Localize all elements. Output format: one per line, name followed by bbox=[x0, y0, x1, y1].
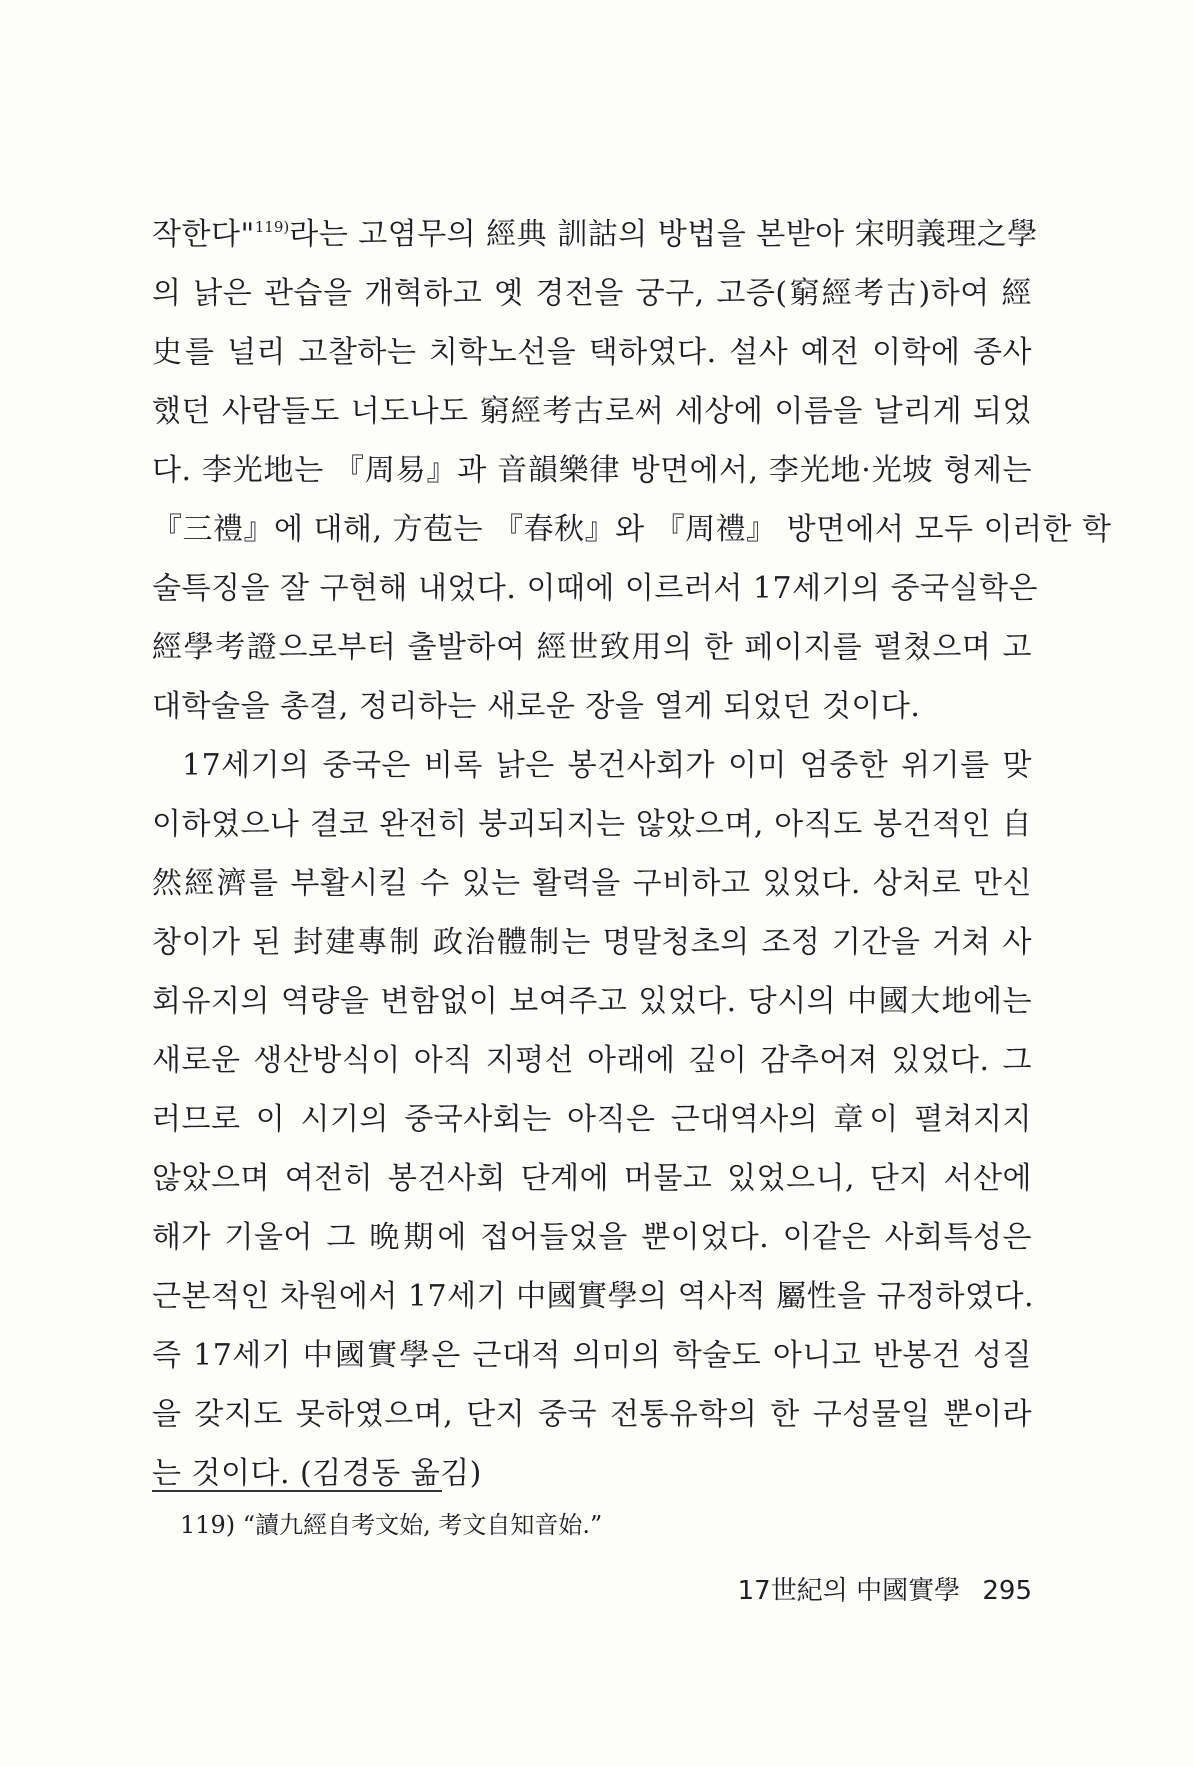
text-line: 經學考證으로부터 출발하여 經世致用의 한 페이지를 펼쳤으며 고 bbox=[152, 630, 1032, 665]
text-line: 대학술을 총결, 정리하는 새로운 장을 열게 되었던 것이다. bbox=[152, 689, 921, 724]
text-line: 술특징을 잘 구현해 내었다. 이때에 이르러서 17세기의 중국실학은 bbox=[152, 571, 1038, 606]
text-line: 然經濟를 부활시킬 수 있는 활력을 구비하고 있었다. 상처로 만신 bbox=[152, 866, 1032, 901]
text-line: 즉 17세기 中國實學은 근대적 의미의 학술도 아니고 반봉건 성질 bbox=[152, 1338, 1032, 1373]
text-line bbox=[152, 205, 1038, 264]
text-line: 해가 기울어 그 晩期에 접어들었을 뿐이었다. 이같은 사회특성은 bbox=[152, 1220, 1032, 1255]
text-line: 않았으며 여전히 봉건사회 단계에 머물고 있었으니, 단지 서산에 bbox=[152, 1161, 1032, 1196]
text-line: 러므로 이 시기의 중국사회는 아직은 근대역사의 章이 펼쳐지지 bbox=[152, 1102, 1032, 1137]
text-line: 다. 李光地는 『周易』과 音韻樂律 방면에서, 李光地·光坡 형제는 bbox=[152, 453, 1032, 488]
text-line: 근본적인 차원에서 17세기 中國實學의 역사적 屬性을 규정하였다. bbox=[152, 1279, 1035, 1314]
text-line: 새로운 생산방식이 아직 지평선 아래에 깊이 감추어져 있었다. 그 bbox=[152, 1043, 1032, 1078]
text-line: 을 갖지도 못하였으며, 단지 중국 전통유학의 한 구성물일 뿐이라 bbox=[152, 1397, 1032, 1432]
footnote-divider bbox=[152, 1490, 442, 1492]
text-line: 의 낡은 관습을 개혁하고 옛 경전을 궁구, 고증(窮經考古)하여 經 bbox=[152, 276, 1032, 311]
text-fragment: 라는 고염무의 經典 訓詁의 방법을 본받아 宋明義理之學 bbox=[289, 217, 1038, 252]
text-line: 회유지의 역량을 변함없이 보여주고 있었다. 당시의 中國大地에는 bbox=[152, 984, 1032, 1019]
running-title: 17世紀의 中國實學 bbox=[737, 1576, 961, 1606]
text-line: 했던 사람들도 너도나도 窮經考古로써 세상에 이름을 날리게 되었 bbox=[152, 394, 1032, 429]
text-line: 이하였으나 결코 완전히 붕괴되지는 않았으며, 아직도 봉건적인 自 bbox=[152, 807, 1032, 842]
text-line: 는 것이다. (김경동 옮김) bbox=[152, 1456, 482, 1491]
text-line: 史를 널리 고찰하는 치학노선을 택하였다. 설사 예전 이학에 종사 bbox=[152, 335, 1032, 370]
text-line: 『三禮』에 대해, 方苞는 『春秋』와 『周禮』 방면에서 모두 이러한 학 bbox=[152, 512, 1112, 547]
text-fragment: 작한다" bbox=[152, 217, 255, 252]
running-footer bbox=[738, 1573, 1032, 1609]
text-line: 17세기의 중국은 비록 낡은 봉건사회가 이미 엄중한 위기를 맞 bbox=[182, 748, 1032, 783]
page-number: 295 bbox=[982, 1576, 1032, 1606]
footnote-119: 119) “讀九經自考文始, 考文自知音始.” bbox=[180, 1511, 603, 1539]
body-text bbox=[152, 205, 1112, 1503]
text-line: 창이가 된 封建專制 政治體制는 명말청초의 조정 기간을 거쳐 사 bbox=[152, 925, 1032, 960]
footnote-reference[interactable]: 119) bbox=[254, 218, 290, 236]
